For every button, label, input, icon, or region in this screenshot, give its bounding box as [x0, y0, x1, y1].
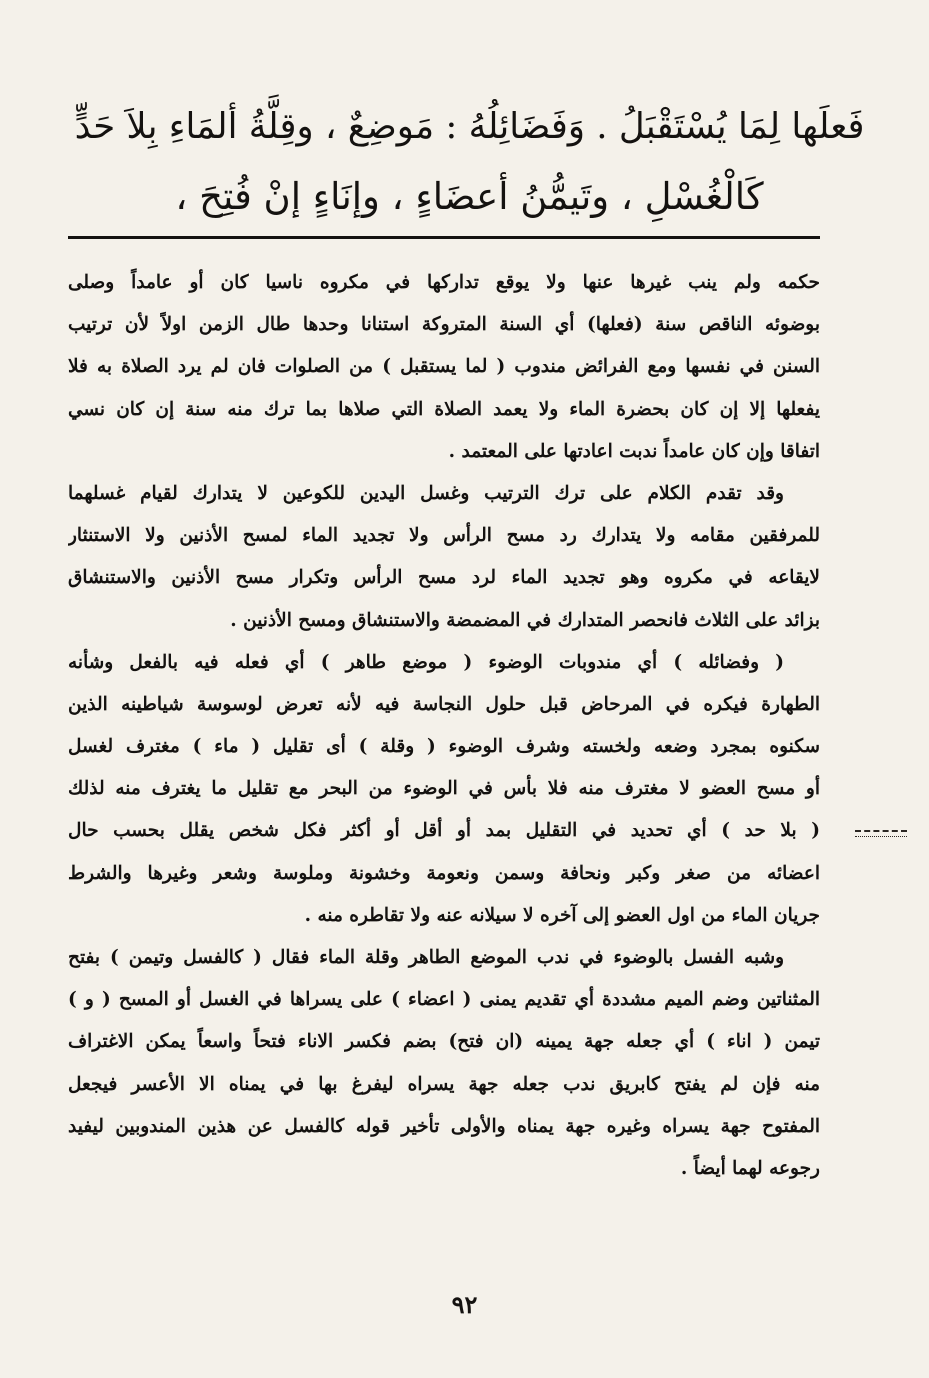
commentary-line: السنن في نفسها ومع الفرائض مندوب ( لما يستقبل ) من الصلوات فان لم يرد الصلاة به فلا: [68, 356, 820, 378]
commentary-line: يفعلها إلا إن كان بحضرة الماء ولا يعمد الصلاة التي صلاها بما ترك منه سنة إن كان نسي: [68, 398, 820, 420]
commentary-line: تيمن ( اناء ) أي جعله جهة يمينه (ان فتح) بضم فكسر الاناء فتحاً واسعاً يمكن الاغتراف: [68, 1031, 820, 1053]
commentary-line: حكمه ولم ينب غيرها عنها ولا يوقع تداركها في مكروه ناسيا كان أو عامداً وصلى: [68, 272, 820, 293]
commentary-line: بزائد على الثلاث فانحصر المتدارك في المضمضة والاستنشاق ومسح الأذنين .: [230, 609, 820, 631]
page-number: ٩٢: [451, 1290, 478, 1319]
matn-line: كَالْغُسْلِ ، وتَيمُّنُ أعضَاءٍ ، وإنَاءٍ إنْ فُتِحَ ،: [175, 175, 764, 218]
commentary-line: المثناتين وضم الميم مشددة أي تقديم يمنى ( اعضاء ) على يسراها في الغسل أو المسح ( و ): [68, 989, 820, 1011]
commentary-line: أو مسح العضو لا مغترف منه فلا بأس في الوضوء من البحر مع تقليل ما يغترف منه لذلك: [68, 778, 820, 800]
commentary-line: وشبه الفسل بالوضوء في ندب الموضع الطاهر وقلة الماء فقال ( كالفسل وتيمن ) بفتح: [68, 947, 784, 968]
commentary-line: ( بلا حد ) أي تحديد في التقليل بمد أو أقل أو أكثر فكل شخص يقلل بحسب حال: [68, 820, 820, 842]
commentary-line: وقد تقدم الكلام على ترك الترتيب وغسل اليدين للكوعين لا يتدارك لقيام غسلهما: [68, 482, 784, 504]
commentary-line: اتفاقا وإن كان عامداً ندبت اعادتها على المعتمد .: [448, 440, 820, 462]
commentary-line: منه فإن لم يفتح كابريق ندب جعله جهة يسراه ليفرغ بها في يمناه الا الأعسر فيجعل: [68, 1073, 820, 1095]
commentary-line: سكنوه بمجرد وضعه ولخسته وشرف الوضوء ( وقلة ) أى تقليل ( ماء ) مغترف لغسل: [68, 736, 820, 758]
matn-text-block: [70, 92, 869, 232]
commentary-line: اعضائه من صغر وكبر ونحافة وسمن ونعومة وخشونة وملوسة وشعر وغيرها والشرط: [68, 862, 820, 884]
commentary-line: ( وفضائله ) أي مندوبات الوضوء ( موضع طاهر ) أي فعله فيه بالفعل وشأنه: [68, 651, 784, 673]
commentary-line: جريان الماء من اول العضو إلى آخره لا سيلانه عنه ولا تقاطره منه .: [304, 904, 820, 926]
commentary-text-block: [68, 262, 820, 1190]
commentary-line: لايقاعه في مكروه وهو تجديد الماء لرد مسح الرأس وتكرار مسح الأذنين والاستنشاق: [68, 567, 820, 589]
margin-mark: [855, 830, 907, 837]
commentary-line: الطهارة فيكره في المرحاض قبل حلول النجاسة فيه لأنه تعرض لوسوسة شياطينه الذين: [68, 693, 820, 715]
matn-line: فَعلَها لِمَا يُسْتَقْبَلُ . وَفَضَائِلُهُ : مَوضِعٌ ، وقِلَّةُ ألمَاءِ بِلاَ حَدٍّ: [74, 106, 865, 147]
separator-rule: [68, 236, 820, 239]
commentary-line: للمرفقين مقامه ولا يتدارك رد مسح الرأس ولا تجديد الماء لمسح الأذنين ولا الاستنثار: [68, 525, 820, 547]
commentary-line: بوضوئه الناقص سنة (فعلها) أي السنة المتروكة استنانا وحدها طال الزمن اولاً لأن ترتيب: [68, 314, 820, 336]
commentary-line: رجوعه لهما أيضاً .: [680, 1157, 820, 1179]
commentary-line: المفتوح جهة يسراه وغيره جهة يمناه والأولى تأخير قوله كالفسل عن هذين المندوبين ليفيد: [68, 1115, 820, 1137]
